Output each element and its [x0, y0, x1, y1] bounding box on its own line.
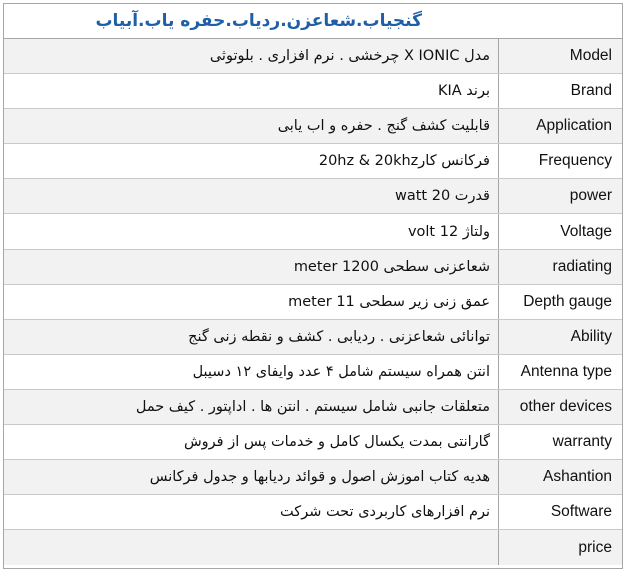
spec-label: Model — [569, 47, 612, 65]
spec-label: Antenna type — [520, 362, 612, 380]
spec-label: radiating — [552, 257, 612, 275]
spec-label: warranty — [552, 433, 612, 451]
spec-value — [4, 530, 499, 565]
table-row — [4, 425, 622, 460]
table-row — [4, 250, 622, 285]
page-title: گنجیاب.شعاعزن.ردیاب.حفره یاب.آبیاب — [95, 11, 422, 31]
table-row — [4, 390, 622, 425]
table-row — [4, 109, 622, 144]
spec-value: عمق زنی زیر سطحی 11 meter — [4, 285, 499, 319]
table-row — [4, 285, 622, 320]
spec-value: متعلقات جانبی شامل سیستم . انتن ها . اداپتور . کیف حمل — [4, 390, 499, 424]
spec-value: هدیه کتاب اموزش اصول و قوائد ردیابها و جدول فرکانس — [4, 460, 499, 494]
table-row — [4, 460, 622, 495]
table-row — [4, 179, 622, 214]
spec-value: مدل X IONIC چرخشی . نرم افزاری . بلوتوثی — [4, 39, 499, 73]
table-row — [4, 214, 622, 249]
spec-value: ولتاژ 12 volt — [4, 214, 499, 248]
spec-label: Application — [536, 117, 612, 135]
table-row — [4, 355, 622, 390]
table-row — [4, 320, 622, 355]
spec-table — [3, 3, 623, 569]
spec-label: other devices — [519, 397, 612, 415]
spec-value: قدرت 20 watt — [4, 179, 499, 213]
spec-label: Software — [550, 503, 612, 521]
spec-value: شعاعزنی سطحی 1200 meter — [4, 250, 499, 284]
spec-label: Ability — [570, 327, 612, 345]
spec-label: power — [569, 187, 612, 205]
spec-label: Ashantion — [543, 468, 612, 486]
table-row — [4, 495, 622, 530]
table-row — [4, 74, 622, 109]
table-row — [4, 144, 622, 179]
title-row — [4, 4, 622, 39]
spec-value: نرم افزارهای کاربردی تحت شرکت — [4, 495, 499, 529]
spec-value: گارانتی بمدت یکسال کامل و خدمات پس از فروش — [4, 425, 499, 459]
spec-value: فرکانس کار‎ 20hz & 20khz — [4, 144, 499, 178]
spec-value: توانائی شعاعزنی . ردیابی . کشف و نقطه زنی گنج — [4, 320, 499, 354]
spec-label: Frequency — [538, 152, 612, 170]
table-row — [4, 530, 622, 565]
spec-label: price — [578, 538, 612, 556]
spec-label: Depth gauge — [523, 292, 612, 310]
spec-label: Voltage — [560, 222, 612, 240]
spec-value: برند KIA — [4, 74, 499, 108]
spec-value: قابلیت کشف گنج . حفره و اب یابی — [4, 109, 499, 143]
spec-value: انتن همراه سیستم شامل ۴ عدد وایفای ۱۲ دسیبل — [4, 355, 499, 389]
table-row — [4, 39, 622, 74]
spec-label: Brand — [570, 82, 612, 100]
